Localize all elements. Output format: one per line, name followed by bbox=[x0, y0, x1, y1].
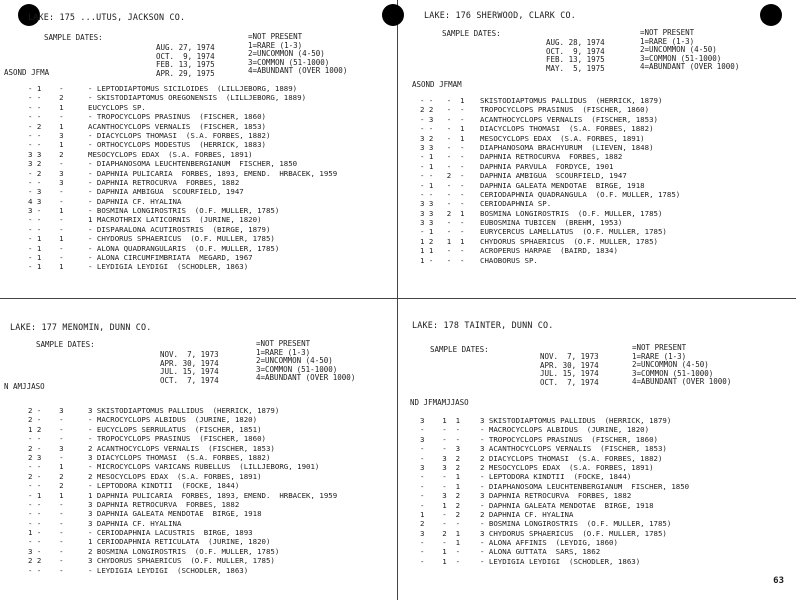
species-row bbox=[420, 96, 680, 105]
species-name: 2 DAPHNIA CF. HYALINA bbox=[480, 509, 574, 519]
abundance-codes: - 1 1 bbox=[28, 234, 64, 244]
species-row bbox=[28, 206, 337, 215]
abundance-codes: - - - bbox=[28, 434, 64, 444]
species-row bbox=[420, 510, 689, 519]
sample-dates-label: SAMPLE DATES: bbox=[44, 33, 103, 42]
species-name: 3 CHYDORUS SPHAERICUS (O.F. MULLER, 1785) bbox=[88, 556, 275, 566]
species-name: 3 DAPHNIA CF. HYALINA bbox=[88, 518, 182, 528]
species-name: 2 ACANTHOCYCLOPS VERNALIS (FISCHER, 1853) bbox=[88, 443, 275, 453]
species-name: - TROPOCYCLOPS PRASINUS (FISCHER, 1860) bbox=[88, 112, 266, 122]
abundance-codes: - 1 - - bbox=[420, 180, 465, 190]
species-row bbox=[420, 162, 680, 171]
species-row bbox=[420, 435, 689, 444]
sample-date: MAY. 5, 1975 bbox=[546, 63, 605, 73]
species-name: DAPHNIA GALEATA MENDOTAE BIRGE, 1918 bbox=[480, 180, 645, 190]
species-name: - LEPTODORA KINDTII (FOCKE, 1844) bbox=[480, 472, 632, 482]
species-row bbox=[28, 434, 337, 443]
lake-title: LAKE: 175 ...UTUS, JACKSON CO. bbox=[28, 12, 186, 22]
sample-dates-label: SAMPLE DATES: bbox=[442, 29, 501, 38]
species-row bbox=[28, 406, 337, 415]
species-name: - CERIODAPHNIA LACUSTRIS BIRGE, 1893 bbox=[88, 528, 253, 538]
species-name: 2 MESOCYCLOPS EDAX (S.A. FORBES, 1891) bbox=[480, 462, 654, 472]
species-row bbox=[420, 181, 680, 190]
species-name: ACANTHOCYCLOPS VERNALIS (FISCHER, 1853) bbox=[88, 121, 266, 131]
sample-date: JUL. 15, 1974 bbox=[160, 367, 219, 377]
abundance-codes: - 1 2 bbox=[420, 500, 461, 510]
abundance-codes: - 1 - bbox=[420, 547, 461, 557]
species-row bbox=[420, 199, 680, 208]
species-row bbox=[28, 453, 337, 462]
sample-date: AUG. 27, 1974 bbox=[156, 43, 215, 52]
species-row bbox=[420, 472, 689, 481]
lake-panel-175 bbox=[0, 0, 396, 300]
abundance-codes: - 1 - bbox=[420, 556, 461, 566]
species-name: 3 DAPHNIA GALEATA MENDOTAE BIRGE, 1918 bbox=[88, 509, 262, 519]
abundance-codes: 2 2 - - bbox=[420, 105, 465, 115]
species-name: 3 DIACYCLOPS THOMASI (S.A. FORBES, 1882) bbox=[88, 452, 271, 462]
species-row bbox=[420, 105, 680, 114]
species-name: BOSMINA LONGIROSTRIS (O.F. MULLER, 1785) bbox=[480, 208, 663, 218]
abundance-codes: - 3 2 bbox=[420, 491, 461, 501]
legend-entry: 1=RARE (1-3) bbox=[248, 40, 303, 50]
species-name: - TROPOCYCLOPS PRASINUS (FISCHER, 1860) bbox=[480, 434, 658, 444]
abundance-codes: - - - bbox=[28, 537, 64, 547]
species-name: - MICROCYCLOPS VARICANS RUBELLUS (LILLJEBORG, 1901) bbox=[88, 462, 320, 472]
abundance-codes: 2 3 - bbox=[28, 452, 64, 462]
sample-dates-list bbox=[160, 351, 219, 385]
abundance-codes: 2 - 2 bbox=[28, 471, 64, 481]
species-row bbox=[420, 501, 689, 510]
species-list bbox=[420, 416, 689, 566]
sample-dates-list bbox=[540, 353, 599, 387]
abundance-codes: 1 - 2 bbox=[420, 509, 461, 519]
abundance-codes: - - 2 - bbox=[420, 171, 465, 181]
species-name: CERIODAPHNIA QUADRANGULA (O.F. MULLER, 1785) bbox=[480, 189, 681, 199]
abundance-codes: - - 1 bbox=[420, 472, 461, 482]
species-name: 2 BOSMINA LONGIROSTRIS (O.F. MULLER, 1785) bbox=[88, 546, 280, 556]
species-name: 3 ACANTHOCYCLOPS VERNALIS (FISCHER, 1853) bbox=[480, 444, 667, 454]
abundance-codes: - - 2 bbox=[28, 481, 64, 491]
abundance-codes: - - - bbox=[28, 224, 64, 234]
species-name: - BOSMINA LONGIROSTRIS (O.F. MULLER, 1785) bbox=[480, 519, 672, 529]
abundance-codes: - 3 2 bbox=[420, 453, 461, 463]
abundance-codes: 3 3 - - bbox=[420, 218, 465, 228]
species-name: - MACROCYCLOPS ALBIDUS (JURINE, 1820) bbox=[480, 425, 650, 435]
sample-date: OCT. 7, 1974 bbox=[160, 375, 219, 385]
abundance-codes: - 1 1 bbox=[28, 490, 64, 500]
abundance-codes: - - - 1 bbox=[420, 124, 465, 134]
lake-panel-176 bbox=[400, 0, 796, 300]
species-row bbox=[28, 500, 337, 509]
page-number: 63 bbox=[773, 576, 784, 586]
species-name: 1 DAPHNIA PULICARIA FORBES, 1893, EMEND. HRBACEK, 1959 bbox=[88, 490, 338, 500]
species-row bbox=[28, 112, 337, 121]
sample-date: NOV. 7, 1973 bbox=[540, 352, 599, 361]
abundance-codes: - - 2 bbox=[28, 93, 64, 103]
abundance-codes: 3 2 - 1 bbox=[420, 133, 465, 143]
sample-date: APR. 29, 1975 bbox=[156, 68, 215, 78]
abundance-codes: 3 - - bbox=[420, 434, 461, 444]
species-row bbox=[420, 538, 689, 547]
abundance-codes: - 1 - - bbox=[420, 161, 465, 171]
sample-date: FEB. 13, 1975 bbox=[156, 60, 215, 70]
abundance-codes: 3 3 2 1 bbox=[420, 208, 465, 218]
abundance-codes: - - 3 bbox=[28, 130, 64, 140]
abundance-codes: 3 3 - - bbox=[420, 142, 465, 152]
legend-entry: 3=COMMON (51-1000) bbox=[256, 364, 338, 374]
sample-dates-label: SAMPLE DATES: bbox=[430, 345, 489, 354]
species-name: 3 DAPHNIA RETROCURVA FORBES, 1882 bbox=[88, 499, 240, 509]
species-name: DIACYCLOPS THOMASI (S.A. FORBES, 1882) bbox=[480, 124, 654, 134]
abundance-codes: - - - bbox=[28, 215, 64, 225]
species-row bbox=[28, 537, 337, 546]
abundance-codes: - 1 - bbox=[28, 84, 64, 93]
species-row bbox=[28, 509, 337, 518]
species-row bbox=[28, 491, 337, 500]
abundance-codes: 2 2 - bbox=[28, 556, 64, 566]
species-name: - DAPHNIA CF. HYALINA bbox=[88, 196, 182, 206]
abundance-codes: 3 - 1 bbox=[28, 206, 64, 216]
legend-entry: 3=COMMON (51-1000) bbox=[632, 368, 714, 378]
legend-entry: 3=COMMON (51-1000) bbox=[640, 53, 722, 63]
legend-entry: 3=COMMON (51-1000) bbox=[248, 57, 330, 67]
species-name: EURYCERCUS LAMELLATUS (O.F. MULLER, 1785) bbox=[480, 227, 667, 237]
species-name: EUCYCLOPS SP. bbox=[88, 102, 146, 112]
species-name: 3 DAPHNIA RETROCURVA FORBES, 1882 bbox=[480, 491, 632, 501]
species-row bbox=[420, 152, 680, 161]
species-row bbox=[28, 150, 337, 159]
species-list bbox=[28, 84, 337, 272]
abundance-codes: - - - - bbox=[420, 189, 465, 199]
sample-date: NOV. 7, 1973 bbox=[160, 350, 219, 359]
abundance-codes: - - 3 bbox=[28, 177, 64, 187]
species-name: - TROPOCYCLOPS PRASINUS (FISCHER, 1860) bbox=[88, 434, 266, 444]
species-row bbox=[420, 143, 680, 152]
species-row bbox=[420, 134, 680, 143]
species-row bbox=[28, 103, 337, 112]
abundance-codes: - - 1 bbox=[28, 462, 64, 472]
abundance-codes: 3 2 - bbox=[28, 159, 64, 169]
abundance-codes: 3 1 1 bbox=[420, 416, 461, 425]
sample-date: OCT. 9, 1974 bbox=[156, 51, 215, 61]
abundance-codes: - - 1 bbox=[28, 102, 64, 112]
legend-entry: =NOT PRESENT bbox=[632, 343, 687, 352]
species-name: 3 SKISTODIAPTOMUS PALLIDUS (HERRICK, 1879) bbox=[480, 416, 672, 425]
abundance-codes: - 1 1 bbox=[28, 262, 64, 272]
month-column-header: ND JFMAMJJASO bbox=[410, 398, 469, 407]
legend-entry: 2=UNCOMMON (4-50) bbox=[256, 356, 333, 366]
sample-dates-label: SAMPLE DATES: bbox=[36, 340, 95, 349]
abundance-codes: - 1 - - bbox=[420, 152, 465, 162]
species-row bbox=[420, 519, 689, 528]
abundance-codes: 1 1 - - bbox=[420, 246, 465, 256]
sample-date: OCT. 7, 1974 bbox=[540, 377, 599, 387]
species-name: 3 SKISTODIAPTOMUS PALLIDUS (HERRICK, 1879) bbox=[88, 406, 280, 415]
species-name: CERIODAPHNIA SP. bbox=[480, 199, 552, 209]
abundance-codes: - - - bbox=[28, 499, 64, 509]
species-name: - DIAPHANOSOMA LEUCHTENBERGIANUM FISCHER, 1850 bbox=[88, 159, 298, 169]
species-row bbox=[28, 93, 337, 102]
species-name: - LEPTODIAPTOMUS SICILOIDES (LILLJEBORG, 1889) bbox=[88, 84, 298, 93]
species-row bbox=[420, 218, 680, 227]
species-name: 3 CHYDORUS SPHAERICUS (O.F. MULLER, 1785) bbox=[480, 528, 667, 538]
legend-entry: 1=RARE (1-3) bbox=[632, 351, 687, 361]
species-name: ACANTHOCYCLOPS VERNALIS (FISCHER, 1853) bbox=[480, 114, 658, 124]
month-column-header: N AMJJASO bbox=[4, 382, 45, 391]
species-row bbox=[28, 425, 337, 434]
species-row bbox=[28, 84, 337, 93]
sample-date: AUG. 28, 1974 bbox=[546, 38, 605, 47]
species-name: - ALONA CIRCUMFIMBRIATA MEGARD, 1967 bbox=[88, 253, 253, 263]
species-row bbox=[420, 115, 680, 124]
species-name: - ALONA GUTTATA SARS, 1862 bbox=[480, 547, 601, 557]
species-name: - DISPARALONA ACUTIROSTRIS (BIRGE, 1879) bbox=[88, 224, 271, 234]
species-name: SKISTODIAPTOMUS PALLIDUS (HERRICK, 1879) bbox=[480, 96, 663, 105]
species-name: - DIAPHANOSOMA LEUCHTENBERGIANUM FISCHER, 1850 bbox=[480, 481, 690, 491]
species-row bbox=[28, 131, 337, 140]
month-column-header: ASOND JFMA bbox=[4, 68, 50, 77]
species-name: - DIACYCLOPS THOMASI (S.A. FORBES, 1882) bbox=[88, 130, 271, 140]
species-name: TROPOCYCLOPS PRASINUS (FISCHER, 1860) bbox=[480, 105, 650, 115]
abundance-codes: - 2 3 bbox=[28, 168, 64, 178]
species-name: DAPHNIA AMBIGUA SCOURFIELD, 1947 bbox=[480, 171, 627, 181]
species-name: EUBOSMINA TUBICEN (BREHM, 1953) bbox=[480, 218, 623, 228]
species-name: - DAPHNIA AMBIGUA SCOURFIELD, 1947 bbox=[88, 187, 244, 197]
species-row bbox=[420, 237, 680, 246]
lake-title: LAKE: 176 SHERWOOD, CLARK CO. bbox=[424, 10, 577, 20]
abundance-codes: - - 3 bbox=[420, 444, 461, 454]
species-name: ACROPERUS HARPAE (BAIRD, 1834) bbox=[480, 246, 618, 256]
abundance-codes: 1 - - - bbox=[420, 255, 465, 265]
species-row bbox=[28, 253, 337, 262]
abundance-codes: 3 2 1 bbox=[420, 528, 461, 538]
species-name: - DAPHNIA GALEATA MENDOTAE BIRGE, 1918 bbox=[480, 500, 654, 510]
species-row bbox=[420, 227, 680, 236]
species-name: - SKISTODIAPTOMUS OREGONENSIS (LILLJEBORG, 1889) bbox=[88, 93, 307, 103]
legend-entry: 4=ABUNDANT (OVER 1000) bbox=[632, 377, 732, 387]
abundance-codes: 2 - - bbox=[420, 519, 461, 529]
species-row bbox=[420, 416, 689, 425]
species-row bbox=[420, 190, 680, 199]
abundance-codes: 3 3 - - bbox=[420, 199, 465, 209]
month-column-header: ASOND JFMAM bbox=[412, 80, 462, 89]
species-name: - ALONA QUADRANGULARIS (O.F. MULLER, 1785) bbox=[88, 243, 280, 253]
vertical-divider bbox=[397, 0, 398, 600]
species-row bbox=[28, 528, 337, 537]
abundance-legend bbox=[640, 29, 739, 72]
abundance-codes: - 1 - bbox=[28, 253, 64, 263]
species-name: - DAPHNIA PULICARIA FORBES, 1893, EMEND. HRBACEK, 1959 bbox=[88, 168, 338, 178]
species-name: DAPHNIA RETROCURVA FORBES, 1882 bbox=[480, 152, 623, 162]
species-name: DAPHNIA PARVULA FORDYCE, 1901 bbox=[480, 161, 614, 171]
species-name: - DAPHNIA RETROCURVA FORBES, 1882 bbox=[88, 177, 240, 187]
legend-entry: =NOT PRESENT bbox=[640, 28, 695, 37]
species-list bbox=[28, 406, 337, 575]
species-row bbox=[420, 547, 689, 556]
abundance-codes: - 3 - - bbox=[420, 114, 465, 124]
species-name: CHAOBORUS SP. bbox=[480, 255, 538, 265]
species-row bbox=[28, 462, 337, 471]
species-row bbox=[420, 256, 680, 265]
lake-panel-178 bbox=[400, 300, 796, 600]
abundance-codes: 3 3 2 bbox=[420, 462, 461, 472]
abundance-codes: - - - bbox=[28, 112, 64, 122]
legend-entry: 2=UNCOMMON (4-50) bbox=[248, 49, 325, 59]
legend-entry: 4=ABUNDANT (OVER 1000) bbox=[640, 62, 740, 72]
abundance-codes: 2 - 3 bbox=[28, 406, 64, 415]
species-name: 1 CERIODAPHNIA RETICULATA (JURINE, 1820) bbox=[88, 537, 271, 547]
species-row bbox=[28, 244, 337, 253]
legend-entry: 1=RARE (1-3) bbox=[640, 36, 695, 46]
species-row bbox=[28, 197, 337, 206]
sample-date: OCT. 9, 1974 bbox=[546, 46, 605, 56]
sample-date: APR. 30, 1974 bbox=[540, 360, 599, 370]
species-row bbox=[28, 519, 337, 528]
abundance-codes: 1 2 1 1 bbox=[420, 236, 465, 246]
species-row bbox=[28, 187, 337, 196]
species-name: - MACROCYCLOPS ALBIDUS (JURINE, 1820) bbox=[88, 415, 258, 425]
legend-entry: =NOT PRESENT bbox=[248, 32, 303, 41]
species-row bbox=[28, 444, 337, 453]
abundance-codes: 1 - - bbox=[28, 528, 64, 538]
lake-panel-177 bbox=[0, 300, 396, 600]
species-row bbox=[28, 262, 337, 271]
legend-entry: =NOT PRESENT bbox=[256, 339, 311, 348]
species-name: - LEYDIGIA LEYDIGI (SCHODLER, 1863) bbox=[480, 556, 641, 566]
abundance-codes: - - - bbox=[28, 509, 64, 519]
abundance-legend bbox=[256, 340, 355, 383]
abundance-codes: 3 - - bbox=[28, 546, 64, 556]
species-name: MESOCYCLOPS EDAX (S.A. FORBES, 1891) bbox=[480, 133, 645, 143]
abundance-codes: 3 3 2 bbox=[28, 149, 64, 159]
species-row bbox=[28, 566, 337, 575]
legend-entry: 4=ABUNDANT (OVER 1000) bbox=[256, 373, 356, 383]
species-name: CHYDORUS SPHAERICUS (O.F. MULLER, 1785) bbox=[480, 236, 658, 246]
abundance-codes: - - 1 bbox=[420, 481, 461, 491]
abundance-legend bbox=[632, 344, 731, 387]
legend-entry: 2=UNCOMMON (4-50) bbox=[640, 45, 717, 55]
sample-dates-list bbox=[546, 39, 605, 73]
species-name: MESOCYCLOPS EDAX (S.A. FORBES, 1891) bbox=[88, 149, 253, 159]
species-row bbox=[420, 209, 680, 218]
abundance-legend bbox=[248, 33, 347, 76]
species-row bbox=[28, 225, 337, 234]
species-list bbox=[420, 96, 680, 265]
species-name: 1 MACROTHRIX LATICORNIS (JURINE, 1820) bbox=[88, 215, 262, 225]
sample-date: FEB. 13, 1975 bbox=[546, 55, 605, 65]
species-row bbox=[420, 444, 689, 453]
species-row bbox=[28, 169, 337, 178]
species-name: - LEPTODORA KINDTII (FOCKE, 1844) bbox=[88, 481, 240, 491]
lake-title: LAKE: 177 MENOMIN, DUNN CO. bbox=[10, 322, 152, 332]
species-row bbox=[28, 215, 337, 224]
species-row bbox=[420, 557, 689, 566]
abundance-codes: - 3 - bbox=[28, 187, 64, 197]
abundance-codes: 2 - 3 bbox=[28, 443, 64, 453]
lake-title: LAKE: 178 TAINTER, DUNN CO. bbox=[412, 320, 554, 330]
species-row bbox=[420, 491, 689, 500]
species-name: - CHYDORUS SPHAERICUS (O.F. MULLER, 1785) bbox=[88, 234, 275, 244]
species-row bbox=[28, 178, 337, 187]
species-name: - BOSMINA LONGIROSTRIS (O.F. MULLER, 1785) bbox=[88, 206, 280, 216]
species-row bbox=[28, 140, 337, 149]
species-name: - LEYDIGIA LEYDIGI (SCHODLER, 1863) bbox=[88, 565, 249, 575]
sample-date: APR. 30, 1974 bbox=[160, 358, 219, 368]
abundance-codes: - - - bbox=[28, 518, 64, 528]
sample-date: JUL. 15, 1974 bbox=[540, 369, 599, 379]
species-row bbox=[28, 556, 337, 565]
abundance-codes: - - 1 bbox=[420, 538, 461, 548]
species-row bbox=[28, 547, 337, 556]
abundance-codes: - 1 - - bbox=[420, 227, 465, 237]
abundance-codes: 1 2 - bbox=[28, 424, 64, 434]
species-row bbox=[28, 481, 337, 490]
sample-dates-list bbox=[156, 44, 215, 78]
legend-entry: 1=RARE (1-3) bbox=[256, 347, 311, 357]
species-row bbox=[420, 425, 689, 434]
species-row bbox=[420, 124, 680, 133]
species-name: - LEYDIGIA LEYDIGI (SCHODLER, 1863) bbox=[88, 262, 249, 272]
legend-entry: 4=ABUNDANT (OVER 1000) bbox=[248, 66, 348, 76]
species-row bbox=[28, 159, 337, 168]
abundance-codes: - - - bbox=[28, 565, 64, 575]
species-row bbox=[420, 482, 689, 491]
species-row bbox=[28, 472, 337, 481]
abundance-codes: - - 1 bbox=[28, 140, 64, 150]
species-row bbox=[420, 463, 689, 472]
abundance-codes: 4 3 - bbox=[28, 196, 64, 206]
species-row bbox=[28, 122, 337, 131]
species-name: DIAPHANOSOMA BRACHYURUM (LIEVEN, 1848) bbox=[480, 142, 654, 152]
abundance-codes: 2 - - bbox=[28, 415, 64, 425]
abundance-codes: - - - 1 bbox=[420, 96, 465, 105]
species-name: 2 MESOCYCLOPS EDAX (S.A. FORBES, 1891) bbox=[88, 471, 262, 481]
species-row bbox=[420, 246, 680, 255]
species-name: - ALONA AFFINIS (LEYDIG, 1860) bbox=[480, 538, 618, 548]
abundance-codes: - 1 - bbox=[28, 243, 64, 253]
abundance-codes: - 2 1 bbox=[28, 121, 64, 131]
species-row bbox=[420, 171, 680, 180]
species-row bbox=[420, 529, 689, 538]
species-row bbox=[28, 234, 337, 243]
species-row bbox=[28, 415, 337, 424]
species-name: 2 DIACYCLOPS THOMASI (S.A. FORBES, 1882) bbox=[480, 453, 663, 463]
species-name: - ORTHOCYCLOPS MODESTUS (HERRICK, 1883) bbox=[88, 140, 266, 150]
species-name: - EUCYCLOPS SERRULATUS (FISCHER, 1851) bbox=[88, 424, 262, 434]
abundance-codes: - - - bbox=[420, 425, 461, 435]
legend-entry: 2=UNCOMMON (4-50) bbox=[632, 360, 709, 370]
species-row bbox=[420, 454, 689, 463]
